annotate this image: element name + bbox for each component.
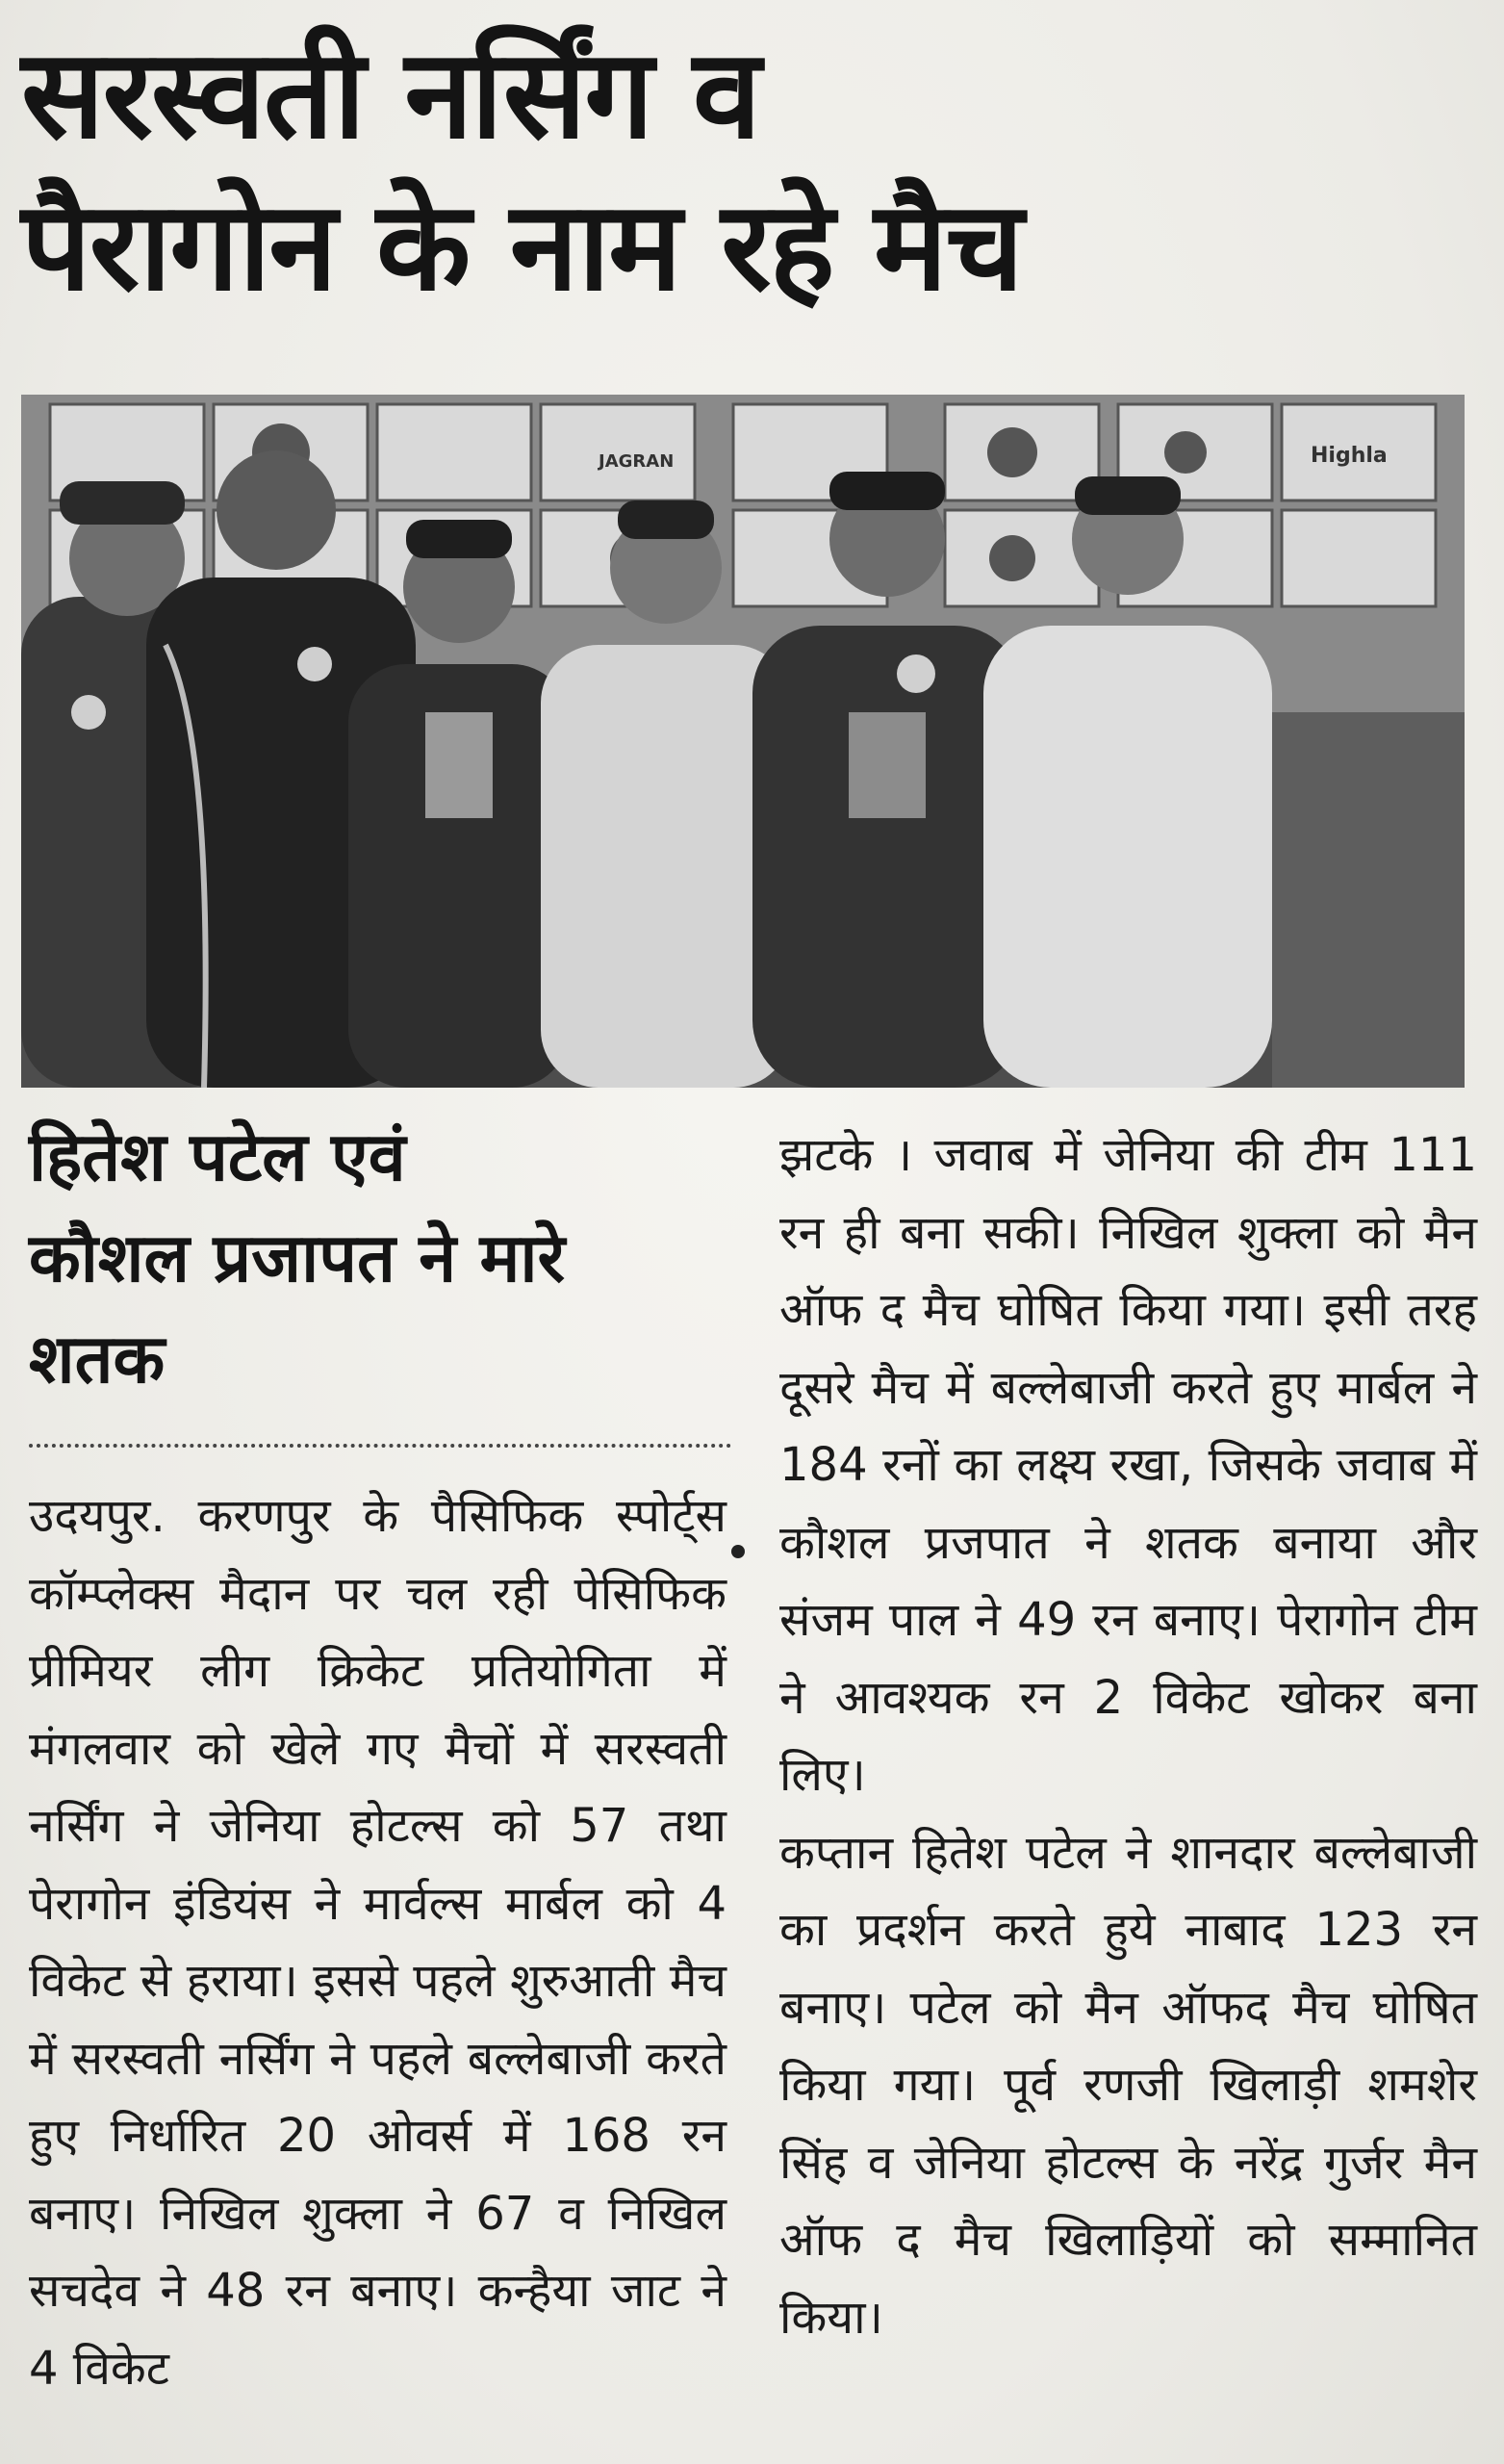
section-divider — [29, 1444, 731, 1448]
sponsor-logo-jagran: JAGRAN — [599, 451, 675, 472]
subhead-line-2: कौशल प्रजापत ने मारे — [29, 1219, 566, 1297]
article-paragraph: उदयपुर. करणपुर के पैसिफिक स्पोर्ट्स कॉम्प्लेक्स मैदान पर चल रही पेसिफिक प्रीमियर लीग क्रिकेट प्रतियोगिता में मंगलवार को खेले गए मैचों में सरस्वती नर्सिंग ने जेनिया होटल्स को 57 तथा पेरागोन इंडियंस ने मार्वल्स मार्बल को 4 विकेट से हराया। इससे पहले शुरुआती मैच में सरस्वती नर्सिंग ने पहले बल्लेबाजी करते हुए निर्धारित 20 ओवर्स में 168 रन बनाए। निखिल शुक्ला ने 67 व निखिल सचदेव ने 48 रन बनाए। कन्हैया जाट ने 4 विकेट — [29, 1489, 727, 2396]
article-subheadline — [29, 1107, 731, 1410]
article-paragraph: कप्तान हितेश पटेल ने शानदार बल्लेबाजी का प्रदर्शन करते हुये नाबाद 123 रन बनाए। पटेल को मैन ऑफद मैच घोषित किया गया। पूर्व रणजी खिलाड़ी शमशेर सिंह व जेनिया होटल्स के नरेंद्र गुर्जर मैन ऑफ द मैच खिलाड़ियों को सम्मानित किया। — [779, 1825, 1477, 2345]
headline — [21, 19, 1484, 323]
team-photo-illustration — [21, 395, 1465, 1088]
column-bullet — [731, 1545, 745, 1558]
article-column-1 — [29, 1477, 727, 2407]
team-photo — [21, 395, 1465, 1088]
article-paragraph: झटके । जवाब में जेनिया की टीम 111 रन ही बना सकी। निखिल शुक्ला को मैन ऑफ द मैच घोषित किया गया। इसी तरह दूसरे मैच में बल्लेबाजी करते हुए मार्बल ने 184 रनों का लक्ष्य रखा, जिसके जवाब में कौशल प्रजपात ने शतक बनाया और संजम पाल ने 49 रन बनाए। पेरागोन टीम ने आवश्यक रन 2 विकेट खोकर बना लिए। — [779, 1128, 1477, 1802]
subhead-line-3: शतक — [29, 1320, 166, 1399]
article-column-2 — [779, 1116, 1477, 2356]
headline-line-2: पैरागोन के नाम रहे मैच — [21, 175, 1022, 319]
subhead-line-1: हितेश पटेल एवं — [29, 1117, 406, 1196]
sponsor-logo-highla: Highla — [1311, 444, 1388, 468]
headline-line-1: सरस्वती नर्सिंग व — [21, 23, 760, 167]
